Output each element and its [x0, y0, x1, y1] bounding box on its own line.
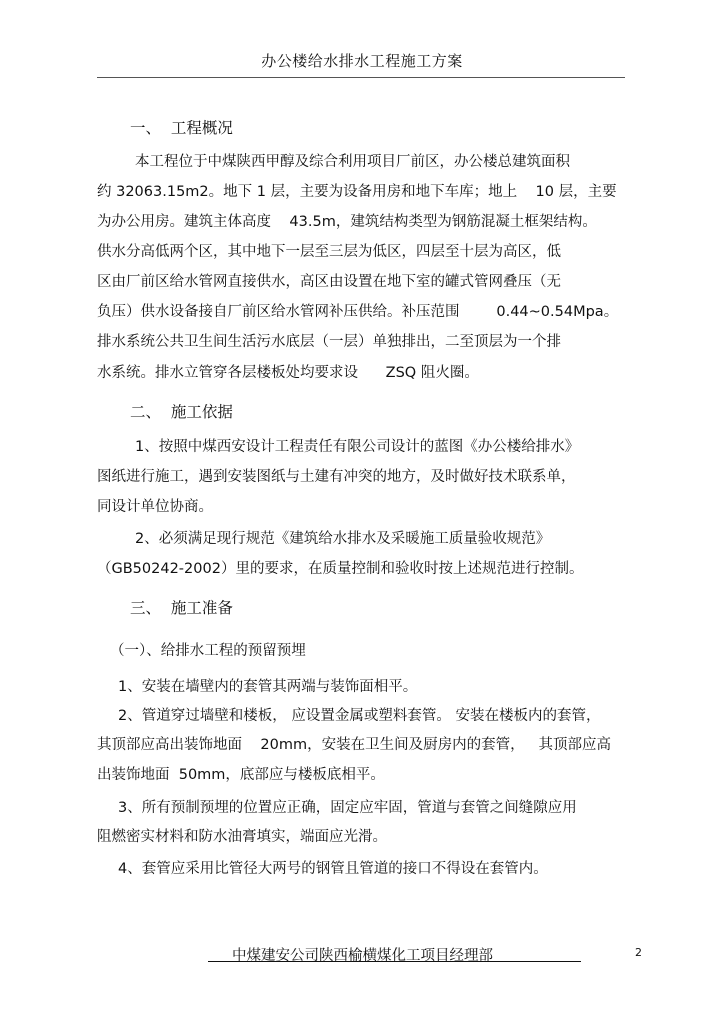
paragraph-line: 其顶部应高出装饰地面 20mm，安装在卫生间及厨房内的套管， 其顶部应高 [97, 737, 611, 753]
header-divider [97, 77, 625, 78]
paragraph-line: 排水系统公共卫生间生活污水底层（一层）单独排出，二至顶层为一个排 [97, 334, 561, 350]
paragraph-line: 区由厂前区给水管网直接供水，高区由设置在地下室的罐式管网叠压（无 [97, 274, 561, 290]
paragraph-line: 2、管道穿过墙壁和楼板， 应设置金属或塑料套管。 安装在楼板内的套管， [118, 708, 601, 724]
paragraph-line: 阻燃密实材料和防水油膏填实，端面应光滑。 [97, 829, 387, 845]
paragraph-line: 3、所有预制预埋的位置应正确，固定应牢固，管道与套管之间缝隙应用 [118, 800, 577, 816]
paragraph-line: 本工程位于中煤陕西甲醇及综合利用项目厂前区，办公楼总建筑面积 [135, 154, 570, 170]
page-number: 2 [635, 946, 642, 959]
paragraph-line: 2、必须满足现行规范《建筑给水排水及采暖施工质量验收规范》 [135, 531, 551, 547]
section-heading-basis: 二、 施工依据 [130, 403, 233, 421]
paragraph-line: 供水分高低两个区，其中地下一层至三层为低区，四层至十层为高区，低 [97, 244, 561, 260]
subsection-heading: （一）、给排水工程的预留预埋 [110, 643, 306, 659]
footer-organization: 中煤建安公司陕西榆横煤化工项目经理部 [232, 948, 493, 964]
paragraph-line: 图纸进行施工，遇到安装图纸与土建有冲突的地方，及时做好技术联系单， [97, 469, 576, 485]
paragraph-line: 同设计单位协商。 [97, 499, 213, 515]
paragraph-line: 4、套管应采用比管径大两号的钢管且管道的接口不得设在套管内。 [118, 861, 548, 877]
paragraph-line: 为办公用房。建筑主体高度 43.5m，建筑结构类型为钢筋混凝土框架结构。 [97, 214, 597, 230]
paragraph-line: 负压）供水设备接自厂前区给水管网补压供给。补压范围 0.44~0.54Mpa。 [97, 304, 619, 320]
paragraph-line: 出装饰地面 50mm，底部应与楼板底相平。 [97, 767, 385, 783]
paragraph-line: 水系统。排水立管穿各层楼板处均要求设 ZSQ 阻火圈。 [97, 365, 479, 381]
section-heading-overview: 一、 工程概况 [130, 119, 233, 137]
paragraph-line: 1、安装在墙壁内的套管其两端与装饰面相平。 [118, 679, 418, 695]
page-header-title: 办公楼给水排水工程施工方案 [261, 52, 463, 70]
paragraph-line: 1、按照中煤西安设计工程责任有限公司设计的蓝图《办公楼给排水》 [135, 439, 580, 455]
section-heading-preparation: 三、 施工准备 [130, 599, 233, 617]
paragraph-line: （GB50242-2002）里的要求，在质量控制和验收时按上述规范进行控制。 [97, 561, 584, 577]
footer-underline [208, 961, 581, 962]
paragraph-line: 约 32063.15m2。地下 1 层，主要为设备用房和地下车库；地上 10 层，主要 [97, 184, 617, 200]
